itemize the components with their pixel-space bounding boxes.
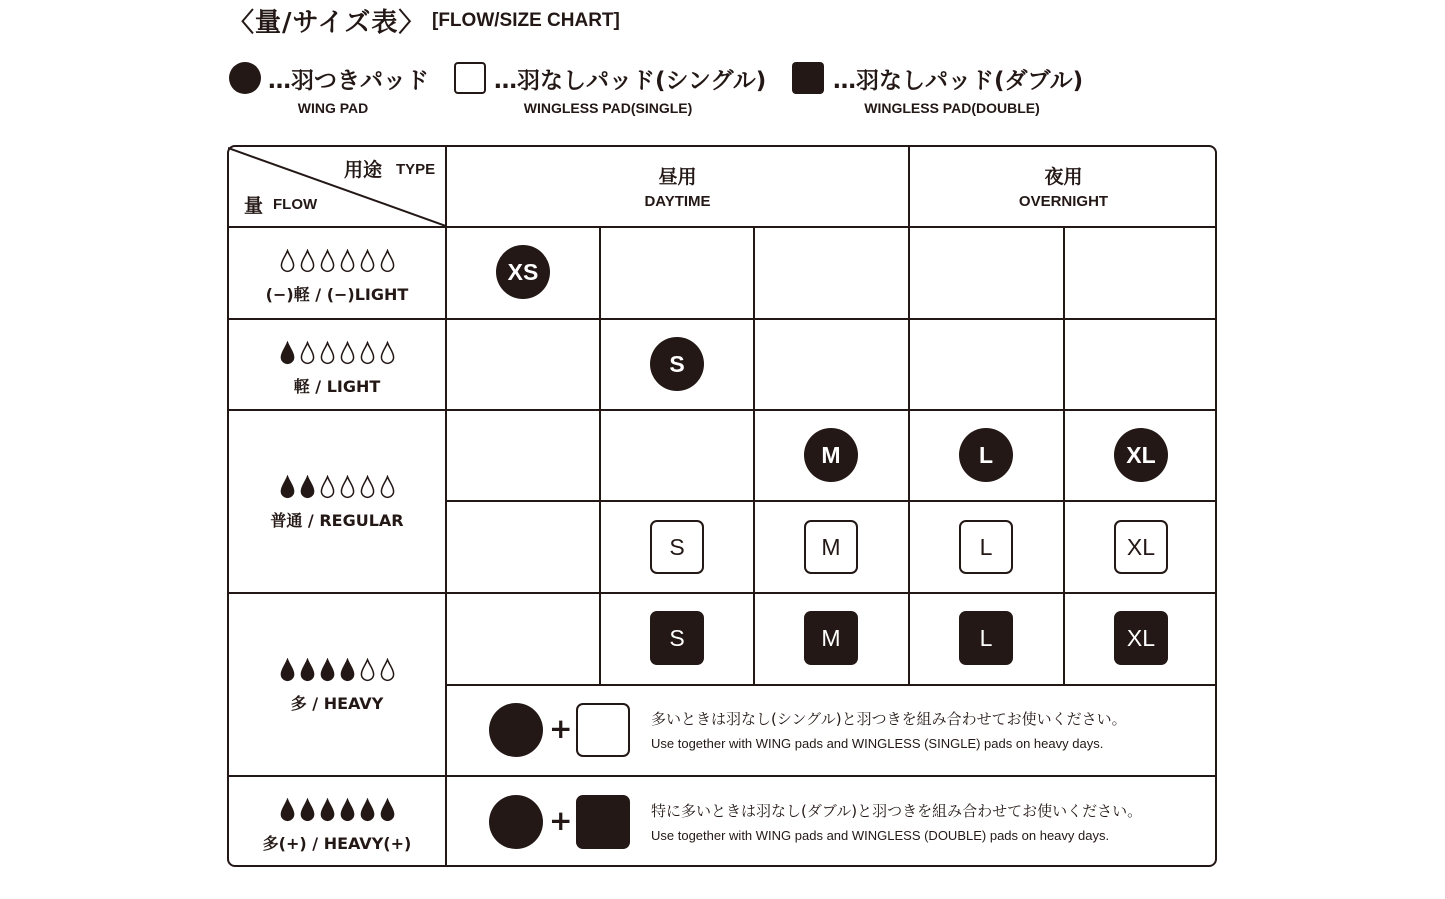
size-badge-double-xl: XL bbox=[1114, 611, 1168, 665]
size-badge-double-m: M bbox=[804, 611, 858, 665]
flow-drops bbox=[228, 798, 446, 822]
size-badge-wing-xl: XL bbox=[1114, 428, 1168, 482]
empty-drop-icon bbox=[380, 341, 395, 365]
heavy-plus-note-jp: 特に多いときは羽なし(ダブル)と羽つきを組み合わせてお使いください。 bbox=[651, 802, 1143, 820]
flow-drops bbox=[228, 475, 446, 499]
header-daytime-jp: 昼用 bbox=[658, 166, 697, 188]
wing-pad-circle-icon bbox=[229, 62, 261, 94]
filled-drop-icon bbox=[340, 798, 355, 822]
legend-wing-jp: …羽つきパッド bbox=[268, 68, 429, 94]
empty-drop-icon bbox=[300, 249, 315, 273]
empty-drop-icon bbox=[280, 249, 295, 273]
empty-drop-icon bbox=[320, 249, 335, 273]
empty-drop-icon bbox=[380, 475, 395, 499]
filled-drop-icon bbox=[300, 798, 315, 822]
row-divider bbox=[447, 684, 1217, 686]
empty-drop-icon bbox=[340, 475, 355, 499]
empty-drop-icon bbox=[360, 475, 375, 499]
flow-drops bbox=[228, 249, 446, 273]
flow-label: 多 / HEAVY bbox=[290, 694, 384, 713]
filled-drop-icon bbox=[280, 475, 295, 499]
filled-drop-icon bbox=[300, 475, 315, 499]
size-badge-single-m: M bbox=[804, 520, 858, 574]
column-divider bbox=[599, 227, 601, 685]
combo-double-square-icon bbox=[576, 795, 630, 849]
size-badge-wing-s: S bbox=[650, 337, 704, 391]
legend-single-jp: …羽なしパッド(シングル) bbox=[494, 68, 767, 94]
combo-plus-sign: + bbox=[549, 712, 573, 745]
empty-drop-icon bbox=[340, 341, 355, 365]
empty-drop-icon bbox=[360, 658, 375, 682]
header-overnight-en: OVERNIGHT bbox=[1018, 193, 1109, 210]
filled-drop-icon bbox=[380, 798, 395, 822]
chart-title-jp: 〈量/サイズ表〉 bbox=[228, 8, 426, 38]
size-badge-wing-m: M bbox=[804, 428, 858, 482]
filled-drop-icon bbox=[280, 658, 295, 682]
empty-drop-icon bbox=[340, 249, 355, 273]
legend-double-en: WINGLESS PAD(DOUBLE) bbox=[864, 100, 1040, 116]
filled-drop-icon bbox=[340, 658, 355, 682]
empty-drop-icon bbox=[300, 341, 315, 365]
row-divider bbox=[228, 409, 1217, 411]
header-type-jp: 用途 bbox=[344, 159, 383, 181]
empty-drop-icon bbox=[360, 341, 375, 365]
size-badge-single-s: S bbox=[650, 520, 704, 574]
flow-drops bbox=[228, 341, 446, 365]
size-badge-single-l: L bbox=[959, 520, 1013, 574]
empty-drop-icon bbox=[360, 249, 375, 273]
empty-drop-icon bbox=[380, 658, 395, 682]
header-daytime-en: DAYTIME bbox=[644, 193, 711, 210]
empty-drop-icon bbox=[320, 475, 335, 499]
filled-drop-icon bbox=[360, 798, 375, 822]
combo-single-square-icon bbox=[576, 703, 630, 757]
header-flow-en: FLOW bbox=[273, 196, 318, 213]
heavy-note-en: Use together with WING pads and WINGLESS (SINGLE) pads on heavy days. bbox=[651, 736, 1104, 751]
legend-single-en: WINGLESS PAD(SINGLE) bbox=[523, 100, 693, 116]
filled-drop-icon bbox=[280, 341, 295, 365]
legend-wing-en: WING PAD bbox=[297, 100, 369, 116]
heavy-plus-note-en: Use together with WING pads and WINGLESS (DOUBLE) pads on heavy days. bbox=[651, 828, 1110, 843]
empty-drop-icon bbox=[320, 341, 335, 365]
column-divider bbox=[908, 146, 910, 685]
heavy-note-jp: 多いときは羽なし(シングル)と羽つきを組み合わせてお使いください。 bbox=[651, 710, 1127, 728]
row-divider bbox=[447, 500, 1217, 502]
row-divider bbox=[228, 592, 1217, 594]
flow-label: 普通 / REGULAR bbox=[270, 511, 404, 530]
chart-title-en: [FLOW/SIZE CHART] bbox=[432, 10, 620, 31]
flow-label: 多(+) / HEAVY(+) bbox=[262, 834, 412, 853]
combo-wing-circle-icon bbox=[489, 795, 543, 849]
combo-plus-sign: + bbox=[549, 804, 573, 837]
empty-drop-icon bbox=[380, 249, 395, 273]
column-divider bbox=[753, 227, 755, 685]
column-divider bbox=[1063, 227, 1065, 685]
header-flow-jp: 量 bbox=[244, 195, 264, 217]
wingless-double-square-icon bbox=[792, 62, 824, 94]
flow-label: (−)軽 / (−)LIGHT bbox=[265, 285, 409, 304]
filled-drop-icon bbox=[300, 658, 315, 682]
header-overnight-jp: 夜用 bbox=[1044, 166, 1083, 188]
size-badge-single-xl: XL bbox=[1114, 520, 1168, 574]
size-badge-double-l: L bbox=[959, 611, 1013, 665]
filled-drop-icon bbox=[320, 658, 335, 682]
combo-wing-circle-icon bbox=[489, 703, 543, 757]
header-type-en: TYPE bbox=[396, 161, 436, 178]
filled-drop-icon bbox=[320, 798, 335, 822]
size-badge-double-s: S bbox=[650, 611, 704, 665]
flow-label: 軽 / LIGHT bbox=[293, 377, 381, 396]
size-badge-wing-l: L bbox=[959, 428, 1013, 482]
row-divider bbox=[228, 318, 1217, 320]
row-divider bbox=[228, 775, 1217, 777]
size-badge-wing-xs: XS bbox=[496, 245, 550, 299]
flow-drops bbox=[228, 658, 446, 682]
legend-double-jp: …羽なしパッド(ダブル) bbox=[833, 68, 1084, 94]
wingless-single-square-icon bbox=[454, 62, 486, 94]
filled-drop-icon bbox=[280, 798, 295, 822]
